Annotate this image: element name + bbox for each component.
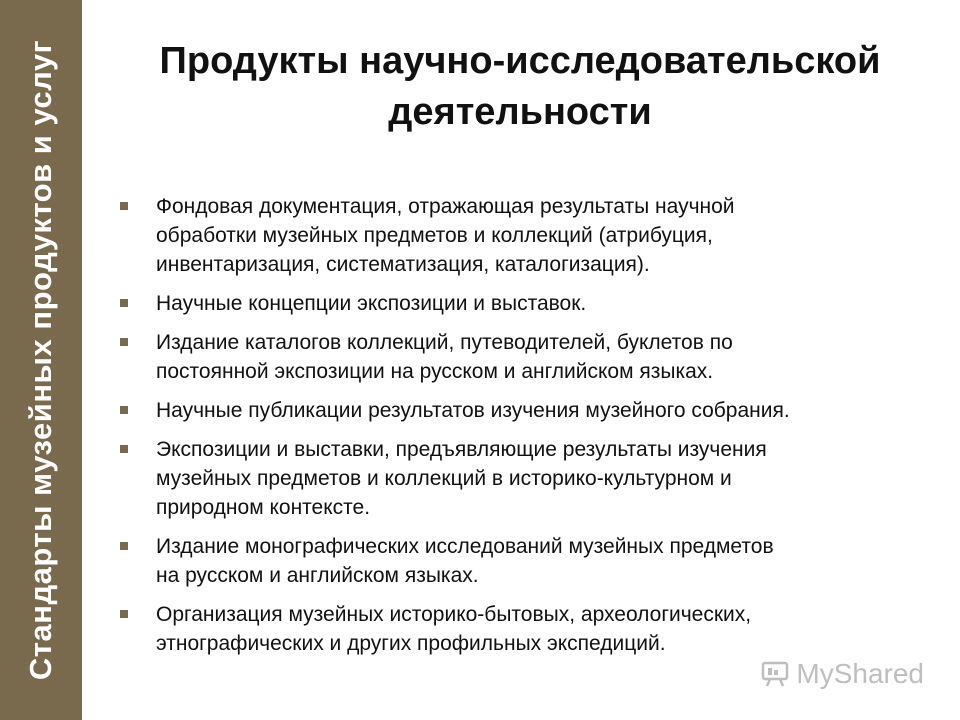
bullet-item	[118, 435, 918, 522]
bullet-item	[118, 289, 918, 318]
bullet-text-line: инвентаризация, систематизация, каталогизация).	[156, 253, 650, 276]
bullet-text-line: Организация музейных историко-бытовых, археологических,	[156, 603, 752, 626]
bullet-marker-icon	[120, 299, 128, 307]
slide-title	[100, 36, 940, 139]
bullet-text-line: Научные концепции экспозиции и выставок.	[156, 292, 587, 315]
bullet-text-line: Издание монографических исследований музейных предметов	[156, 535, 774, 558]
slide-title-line-2: деятельности	[388, 91, 652, 134]
sidebar-caption: Стандарты музейных продуктов и услуг	[23, 39, 58, 681]
bullet-list	[118, 192, 918, 668]
bullet-item	[118, 600, 918, 658]
bullet-text-line: обработки музейных предметов и коллекций (атрибуция,	[156, 224, 713, 247]
bullet-marker-icon	[120, 445, 128, 453]
bullet-text-line: музейных предметов и коллекций в историко-культурном и	[156, 467, 732, 490]
bullet-marker-icon	[120, 338, 128, 346]
bullet-marker-icon	[120, 610, 128, 618]
watermark-text: MyShared	[796, 658, 924, 689]
bullet-text-line: на русском и английском языках.	[156, 564, 479, 587]
bullet-item	[118, 328, 918, 386]
slide-title-line-1: Продукты научно-исследовательской	[159, 40, 881, 82]
bullet-text-line: Издание каталогов коллекций, путеводителей, буклетов по	[156, 331, 733, 354]
bullet-item	[118, 532, 918, 590]
bullet-text-line: Фондовая документация, отражающая результаты научной	[156, 195, 735, 218]
bullet-text-line: Экспозиции и выставки, предъявляющие результаты изучения	[156, 438, 767, 461]
bullet-item	[118, 396, 918, 425]
bullet-text-line: постоянной экспозиции на русском и английском языках.	[156, 360, 714, 383]
presentation-board-icon	[760, 659, 790, 689]
bullet-text-line: этнографических и других профильных экспедиций.	[156, 632, 666, 655]
sidebar-band	[0, 0, 82, 720]
bullet-marker-icon	[120, 542, 128, 550]
bullet-text-line: Научные публикации результатов изучения музейного собрания.	[156, 399, 790, 422]
bullet-item	[118, 192, 918, 279]
bullet-marker-icon	[120, 202, 128, 210]
bullet-text-line: природном контексте.	[156, 496, 371, 519]
watermark	[760, 658, 924, 690]
bullet-marker-icon	[120, 406, 128, 414]
